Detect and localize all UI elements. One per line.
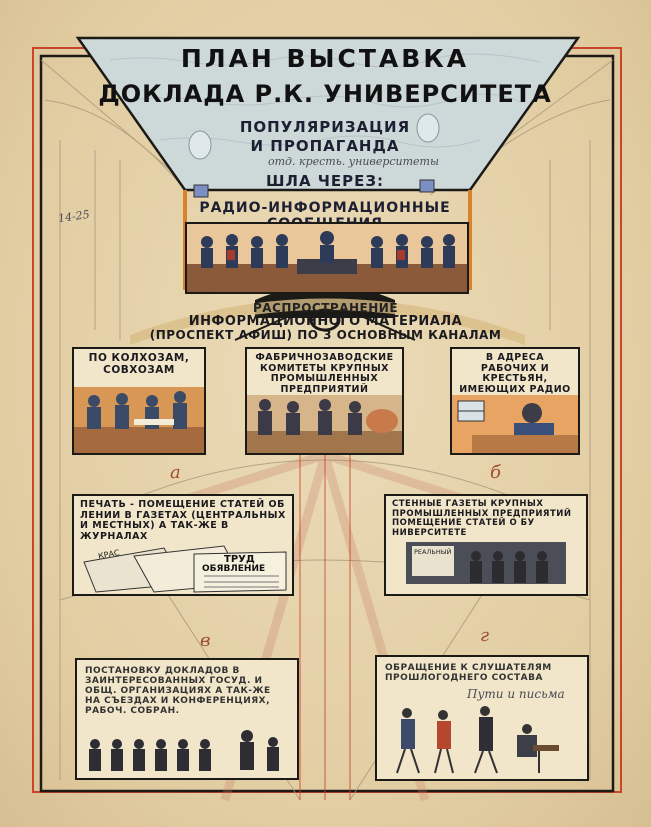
- plan-title-line1: ПЛАН ВЫСТАВКА: [180, 44, 470, 73]
- panel-press: [72, 494, 294, 596]
- radio-listener-illustration: [452, 349, 578, 453]
- plan-title-line2: ДОКЛАДА Р.К. УНИВЕРСИТЕТА: [98, 80, 552, 108]
- panel-factory: [245, 347, 404, 455]
- radio-meeting-panel: [185, 222, 469, 294]
- panel-kolkhoz: [72, 347, 206, 455]
- banner-line3: (ПРОСПЕКТ АФИШ) ПО 3 ОСНОВНЫМ КАНАЛАМ: [149, 328, 502, 342]
- wall-sign-label: РЕАЛЬНЫЙ: [414, 548, 452, 556]
- panel-lectures-caption: ПОСТАНОВКУ ДОКЛАДОВ В ЗАИНТЕРЕСОВАННЫХ ГОСУД. И ОБЩ. ОРГАНИЗАЦИЯХ А ТАК-ЖЕ НА СЪЕЗДАХ И КОНФЕРЕНЦИЯХ, РАБОЧ. СОБРАН.: [85, 666, 271, 717]
- letter-b: б: [490, 462, 501, 483]
- appeal-handwriting: Пути и письма: [467, 687, 565, 701]
- wall-newspaper-illustration: [386, 496, 586, 594]
- subtitle-line3: ШЛА ЧЕРЕЗ:: [265, 172, 385, 190]
- panel-appeal: [375, 655, 589, 781]
- factory-illustration: [247, 349, 402, 453]
- audience-illustration: [77, 660, 297, 778]
- letter-g: г: [480, 625, 490, 646]
- letter-a: а: [170, 462, 181, 483]
- letter-v: в: [200, 630, 211, 651]
- paper-label-1: КРАС: [97, 548, 121, 561]
- walkers-illustration: [377, 657, 587, 779]
- panel-appeal-caption: ОБРАЩЕНИЕ К СЛУШАТЕЛЯМ ПРОШЛОГОДНЕГО СОСТАВА: [385, 663, 552, 684]
- newspapers-illustration: [74, 496, 292, 594]
- panel-address: [450, 347, 580, 455]
- handwritten-note: отд. кресть. университеты: [268, 155, 439, 168]
- banner-line2: ИНФОРМАЦИОННОГО МАТЕРИАЛА: [188, 314, 463, 329]
- subtitle-line2: И ПРОПАГАНДА: [250, 137, 400, 155]
- panel-lectures: [75, 658, 299, 780]
- paper-label-2: ТРУД: [224, 554, 255, 565]
- panel-wall-caption: СТЕННЫЕ ГАЗЕТЫ КРУПНЫХ ПРОМЫШЛЕННЫХ ПРЕДПРИЯТИЙ ПОМЕЩЕНИЕ СТАТЕЙ О БУ НИВЕРСИТЕТЕ: [392, 499, 572, 538]
- paper-label-3: ОБЯВЛЕНИЕ: [202, 564, 266, 574]
- banner-line1: РАСПРОСТРАНЕНИЕ: [252, 301, 399, 315]
- radio-meeting-illustration: [187, 224, 467, 292]
- subtitle-line1: ПОПУЛЯРИЗАЦИЯ: [239, 118, 411, 136]
- panel-wall-newspaper: [384, 494, 588, 596]
- margin-mark: 14-25: [57, 207, 91, 226]
- panel-press-caption: ПЕЧАТЬ - ПОМЕЩЕНИЕ СТАТЕЙ ОБ ЛЕНИИ В ГАЗЕТАХ (ЦЕНТРАЛЬНЫХ И МЕСТНЫХ) А ТАК-ЖЕ В ЖУРНАЛАХ: [80, 499, 286, 542]
- kolkhoz-illustration: [74, 349, 204, 453]
- panel-factory-caption: ФАБРИЧНОЗАВОДСКИЕ КОМИТЕТЫ КРУПНЫХ ПРОМЫШЛЕННЫХ ПРЕДПРИЯТИЙ: [255, 352, 394, 395]
- panel-kolkhoz-caption: ПО КОЛХОЗАМ, СОВХОЗАМ: [88, 352, 190, 376]
- panel-address-caption: В АДРЕСА РАБОЧИХ И КРЕСТЬЯН, ИМЕЮЩИХ РАДИО: [459, 352, 571, 395]
- radio-caption: РАДИО-ИНФОРМАЦИОННЫЕ: [199, 200, 451, 216]
